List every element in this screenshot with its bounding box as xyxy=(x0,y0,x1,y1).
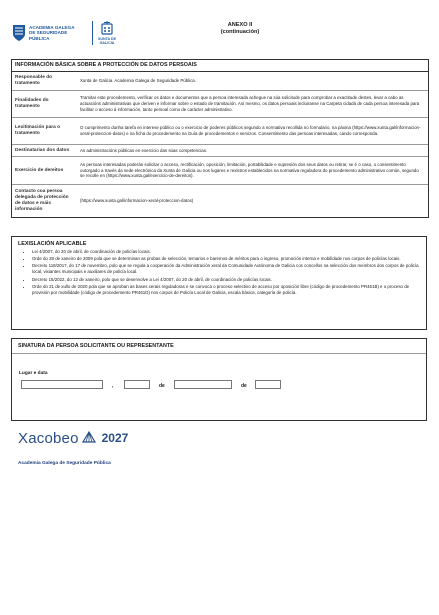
list-item: • Lei 4/2007, do 20 de abril, de coordinación de policías locais. xyxy=(32,249,420,255)
place-date-label: Lugar e data xyxy=(19,371,48,376)
row-value: Tramitar este procedemento, verificar os datos e documentos que a persoa interesada achegue na súa solicitude para comprobar a exactitude destes, levar a cabo as actuacións administrativas que deriven e informar sobre o estado de tramitación. Así mesmo, os datos persoais incluiranse na Carpeta cidadá de cada persoa interesada para facilitar o acceso á información, tanto persoal como de carácter administrativo. xyxy=(80,95,420,112)
year-field[interactable] xyxy=(255,380,281,389)
comma-separator: , xyxy=(112,383,114,389)
month-field[interactable] xyxy=(174,380,232,389)
footer-organization: Academia Galega de Seguridade Pública xyxy=(18,461,111,466)
annex-title: ANEXO II xyxy=(227,22,253,28)
xacobeo-word: Xacobeo xyxy=(18,429,79,447)
agasp-logo xyxy=(12,22,82,44)
de-separator-2: de xyxy=(241,383,247,389)
list-item: • Orde do 28 de xaneiro de 2009 pola que se determinan as probas de selección, temarios e baremos de méritos para o ingreso, promoción interna e mobilidade nos corpos de policías locais. xyxy=(32,256,420,262)
table-row xyxy=(12,91,428,118)
table-row xyxy=(12,145,428,157)
list-item: • Orde do 21 de xullo de 2020 pola que se aproban as bases xerais reguladoras e se convoca o proceso selectivo de acceso por oposición libre (código de procedemento PR461B) e o proceso de provisión por mobilidade (código de procedemento PR461D) nos corpos de Policía Local de Galicia, escala básica, categoría de policía. xyxy=(32,284,420,296)
row-value: O cumprimento dunha tarefa en interese público ou o exercicio de poderes públicos segundo a normativa recollida no formulario, na páxina (https://www.xunta.gal/informacion-xeral-proteccion-datos) e na ficha do procedemento na Guía de procedementos e servizos. Consentimento das persoas interesadas, cando corresponda. xyxy=(80,125,421,136)
coat-of-arms-icon xyxy=(100,21,114,37)
row-value: Xunta de Galicia. Academia Galega de Seguridade Pública. xyxy=(80,78,196,84)
day-field[interactable] xyxy=(124,380,150,389)
row-value: As administracións públicas en exercicio das súas competencias. xyxy=(80,147,208,153)
legislation-list xyxy=(18,249,420,296)
scallop-icon xyxy=(82,431,96,445)
row-label: Finalidades do tratamento xyxy=(15,98,49,109)
header-divider xyxy=(92,21,93,45)
row-value: As persoas interesadas poderán solicitar o acceso, rectificación, oposición, limitación, portabilidade e supresión dos seus datos ou retirar, se é o caso, o consentimento outorgado a través da sede electrónica da Xunta de Galicia ou nos lugares e rexistros establecidos na normativa reguladora do procedemento administrativo común, segundo se recolle en (https://www.xunta.gal/exercicio-de-dereitos). xyxy=(80,161,419,179)
annex-subtitle: (continuación) xyxy=(220,29,260,35)
signature-title: SINATURA DA PERSOA SOLICITANTE OU REPRESENTANTE xyxy=(12,339,426,354)
place-field[interactable] xyxy=(21,380,103,389)
table-row xyxy=(12,72,428,91)
list-item: • Decreto 15/2022, do 12 de xaneiro, polo que se desenvolve a Lei 4/2007, do 20 de abril, de coordinación de policías locais. xyxy=(32,277,420,283)
table-row xyxy=(12,185,428,217)
data-protection-table xyxy=(11,59,429,218)
logo-line-1: ACADEMIA GALEGA xyxy=(29,25,75,31)
row-label: Destinatarias dos datos xyxy=(15,147,70,153)
table-row xyxy=(12,157,428,185)
xunta-logo xyxy=(97,21,117,45)
legislation-title: LEXISLACIÓN APLICABLE xyxy=(18,241,87,247)
legislation-section xyxy=(11,236,427,330)
table-row xyxy=(12,118,428,145)
row-value: (https://www.xunta.gal/informacion-xeral-proteccion-datos) xyxy=(80,198,194,204)
list-item: • Decreto 118/2017, do 17 de novembro, polo que se regula a cooperación da Administración xeral da Comunidade Autónoma de Galicia cos concellos na selección dos membros dos corpos de policía local, vixiantes municipais e auxiliares de policía local. xyxy=(32,263,420,275)
row-label: Lexitimación para o tratamento xyxy=(15,125,61,136)
row-label: Contacto coa persoa delegada de protección de datos e máis información xyxy=(15,189,69,212)
xacobeo-year: 2027 xyxy=(101,431,129,445)
row-label: Responsable do tratamento xyxy=(15,75,53,86)
logo-line-2: DE SEGURIDADE PÚBLICA xyxy=(29,30,68,41)
shield-icon xyxy=(12,24,26,42)
de-separator-1: de xyxy=(159,383,165,389)
annex-heading xyxy=(190,22,290,36)
row-label: Exercicio de dereitos xyxy=(15,167,64,173)
signature-section xyxy=(11,338,427,421)
data-protection-title: INFORMACIÓN BÁSICA SOBRE A PROTECCIÓN DE DATOS PERSOAIS xyxy=(12,60,428,72)
xacobeo-logo xyxy=(18,427,128,449)
xunta-label: XUNTA DE GALICIA xyxy=(98,37,116,45)
